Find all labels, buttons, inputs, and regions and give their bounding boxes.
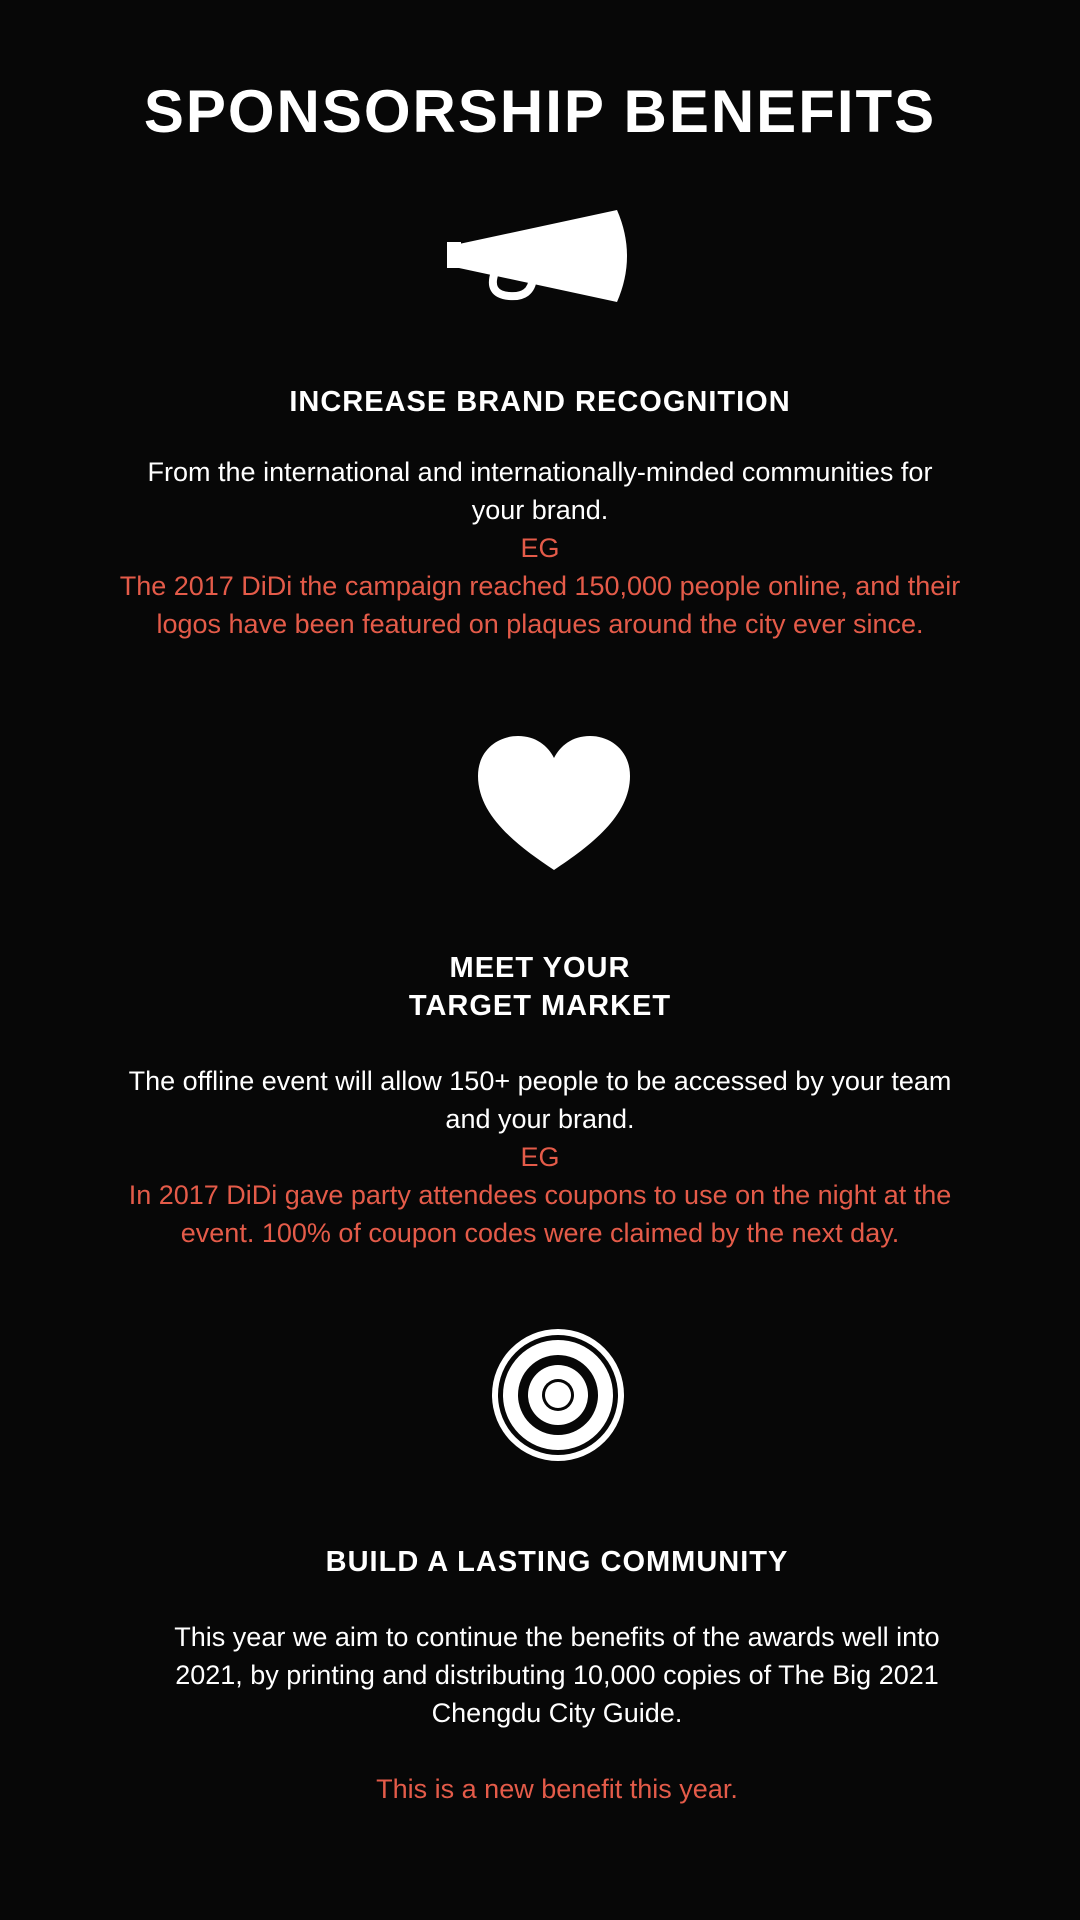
body-line: and your brand. — [445, 1104, 635, 1134]
new-benefit-note: This is a new benefit this year. — [376, 1774, 738, 1804]
example-line: The 2017 DiDi the campaign reached 150,000 people online, and their — [119, 571, 961, 601]
body-line: Chengdu City Guide. — [431, 1698, 683, 1728]
section-body-target-market — [0, 1062, 1080, 1252]
body-line: your brand. — [471, 495, 609, 525]
body-line: 2021, by printing and distributing 10,000 copies of The Big 2021 — [175, 1660, 939, 1690]
body-line: The offline event will allow 150+ people to be accessed by your team — [128, 1066, 952, 1096]
section-title-line: TARGET MARKET — [408, 990, 672, 1022]
section-body-lasting-community — [17, 1618, 1080, 1732]
section-body-brand-recognition — [0, 453, 1080, 643]
section-title-brand-recognition — [0, 383, 1080, 421]
target-icon — [490, 1327, 626, 1463]
example-line: logos have been featured on plaques around the city ever since. — [156, 609, 924, 639]
section-title-line: BUILD A LASTING COMMUNITY — [325, 1546, 789, 1578]
section-title-target-market — [0, 949, 1080, 1025]
megaphone-icon — [447, 208, 633, 304]
section-title-lasting-community — [17, 1543, 1080, 1581]
eg-label: EG — [520, 1142, 560, 1172]
example-line: event. 100% of coupon codes were claimed by the next day. — [180, 1218, 900, 1248]
section-title-line: INCREASE BRAND RECOGNITION — [289, 386, 791, 418]
example-line: In 2017 DiDi gave party attendees coupons to use on the night at the — [128, 1180, 952, 1210]
page-title: SPONSORSHIP BENEFITS — [143, 78, 937, 145]
body-line: From the international and internationally-minded communities for — [147, 457, 933, 487]
body-line: This year we aim to continue the benefits of the awards well into — [174, 1622, 940, 1652]
heart-icon — [478, 736, 630, 870]
section-title-line: MEET YOUR — [449, 952, 631, 984]
eg-label: EG — [520, 533, 560, 563]
